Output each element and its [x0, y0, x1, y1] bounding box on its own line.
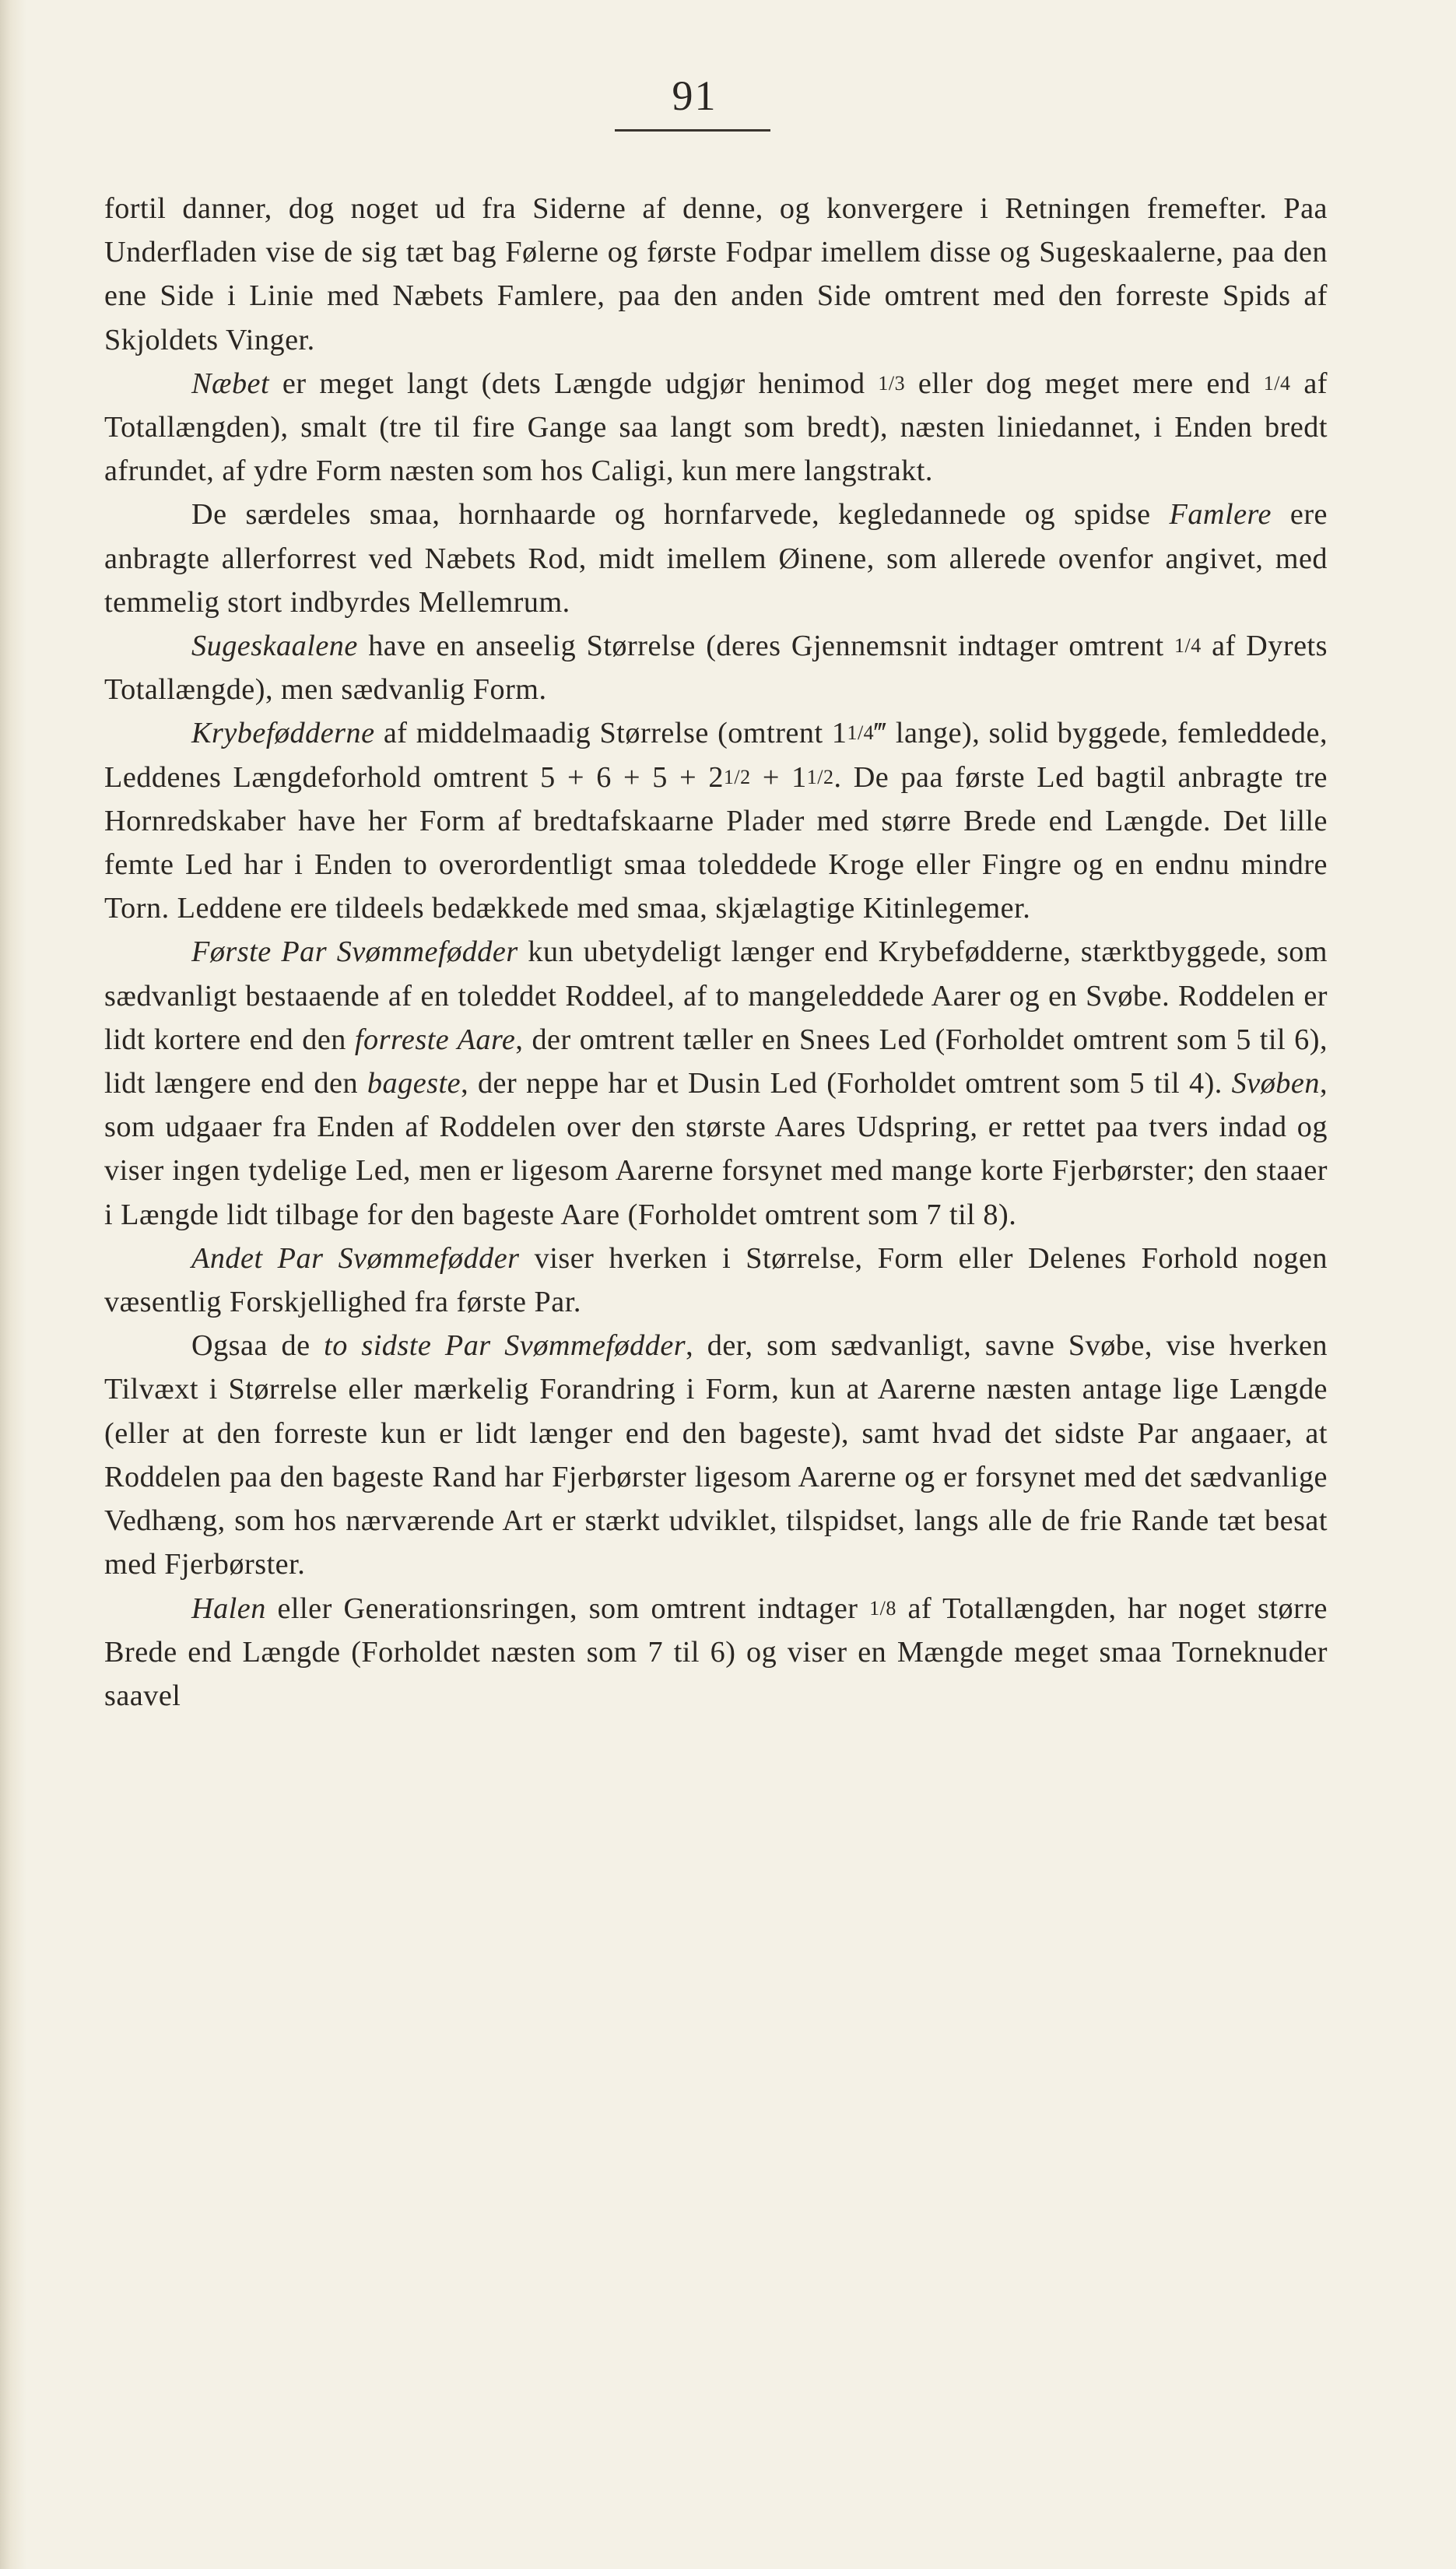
text-run: af Totallængden), smalt (tre til fire Gange saa langt som bredt), næsten liniedannet, i Enden bredt afrundet, af ydre Form næsten som hos Caligi, kun mere langstrakt. — [104, 367, 1328, 488]
text-run: er meget langt (dets Længde udgjør henimod — [269, 367, 879, 400]
italic-term: Famlere — [1169, 498, 1272, 532]
text-run: Ogsaa de — [191, 1329, 325, 1363]
fraction: 1/3 — [878, 371, 906, 395]
paragraph — [104, 930, 1328, 1236]
text-run: fortil danner, dog noget ud fra Siderne af denne, og konvergere i Retningen fremefter. Paa Underfladen vise de sig tæt bag Følerne og første Fodpar imellem disse og Sugeskaalerne, paa den ene Side i Linie med Næbets Famlere, paa den anden Side omtrent med den forreste Spids af Skjoldets Vinger. — [104, 192, 1328, 356]
italic-term: Andet Par Svømmefødder — [191, 1241, 520, 1275]
page-number: 91 — [672, 72, 717, 119]
paragraph — [104, 711, 1328, 930]
fraction: 1/8 — [869, 1596, 896, 1620]
italic-term: Halen — [191, 1592, 266, 1625]
text-run: De særdeles smaa, hornhaarde og hornfarvede, kegledannede og spidse — [191, 498, 1170, 532]
body-text — [104, 187, 1328, 1718]
text-run: af middelmaadig Størrelse (omtrent 1 — [374, 717, 847, 750]
text-run: , der omtrent tæller en Snees Led (Forholdet omtrent som 5 til 6), lidt længere end den — [104, 1023, 1328, 1100]
fraction: 1/4 — [847, 721, 875, 745]
paragraph — [104, 1237, 1328, 1324]
text-run: , der neppe har et Dusin Led (Forholdet omtrent som 5 til 4). — [461, 1067, 1232, 1100]
text-run: af Dyrets Totallængde), men sædvanlig Form. — [104, 630, 1328, 707]
text-run: . De paa første Led bagtil anbragte tre Hornredskaber have her Form af bredtafskaarne Plader med større Brede end Længde. Det lille femte Led har i Enden to overordentligt smaa toleddede Kroge eller Fingre og en endnu mindre Torn. Leddene ere tildeels bedækkede med smaa, skjælagtige Kitinlegemer. — [104, 760, 1328, 925]
fraction: 1/4 — [1174, 634, 1202, 658]
text-run: eller Generationsringen, som omtrent indtager — [265, 1592, 870, 1625]
paragraph — [104, 624, 1328, 711]
italic-term: Næbet — [191, 367, 270, 400]
fraction: 1/4 — [1263, 371, 1291, 395]
text-run: kun ubetydeligt længer end Krybefødderne, stærktbyggede, som sædvanligt bestaaende af en toleddet Roddeel, af to mangeleddede Aarer og en Svøbe. Roddelen er lidt kortere end den — [104, 935, 1328, 1056]
paragraph — [104, 1587, 1328, 1718]
fraction: 1/2 — [806, 765, 834, 788]
page-number-rule — [615, 129, 770, 132]
text-run: , der, som sædvanligt, savne Svøbe, vise hverken Tilvæxt i Størrelse eller mærkelig Forandring i Form, kun at Aarerne næsten antage lige Længde (eller at den forreste kun er lidt længer end den bageste), samt hvad det sidste Par angaaer, at Roddelen paa den bageste Rand har Fjerbørster ligesom Aarerne og er forsynet med det sædvanlige Vedhæng, som hos nærværende Art er stærkt udviklet, tilspidset, langs alle de frie Rande tæt besat med Fjerbørster. — [104, 1329, 1328, 1581]
italic-term: Første Par Svømmefødder — [191, 935, 518, 969]
paragraph — [104, 1324, 1328, 1586]
paragraph — [104, 362, 1328, 493]
paragraph — [104, 187, 1328, 362]
text-run: + 1 — [750, 760, 807, 794]
italic-term: bageste — [367, 1067, 461, 1100]
italic-term: Sugeskaalene — [191, 630, 358, 663]
fraction: 1/2 — [723, 765, 751, 788]
italic-term: to sidste Par Svømmefødder — [324, 1329, 686, 1363]
italic-term: forreste Aare — [354, 1023, 516, 1056]
text-run: have en anseelig Størrelse (deres Gjennemsnit indtager omtrent — [357, 630, 1175, 663]
text-run: , som udgaaer fra Enden af Roddelen over den største Aares Udspring, er rettet paa tvers indad og viser ingen tydelige Led, men er ligesom Aarerne forsynet med mange korte Fjerbørster; den staaer i Længde lidt tilbage for den bageste Aare (Forholdet omtrent som 7 til 8). — [104, 1067, 1328, 1231]
text-run: af Totallængden, har noget større Brede end Længde (Forholdet næsten som 7 til 6) og viser en Mængde meget smaa Torneknuder saavel — [104, 1592, 1328, 1712]
paragraph — [104, 493, 1328, 624]
italic-term: Svøben — [1231, 1067, 1320, 1100]
text-run: ere anbragte allerforrest ved Næbets Rod, midt imellem Øinene, som allerede ovenfor angivet, med temmelig stort indbyrdes Mellemrum. — [104, 498, 1328, 619]
italic-term: Krybefødderne — [191, 717, 375, 750]
text-run: viser hverken i Størrelse, Form eller Delenes Forhold nogen væsentlig Forskjellighed fra første Par. — [104, 1241, 1328, 1319]
text-run: eller dog meget mere end — [905, 367, 1264, 400]
text-run: ‴ lange), solid byggede, femleddede, Leddenes Længdeforhold omtrent 5 + 6 + 5 + 2 — [104, 717, 1328, 794]
